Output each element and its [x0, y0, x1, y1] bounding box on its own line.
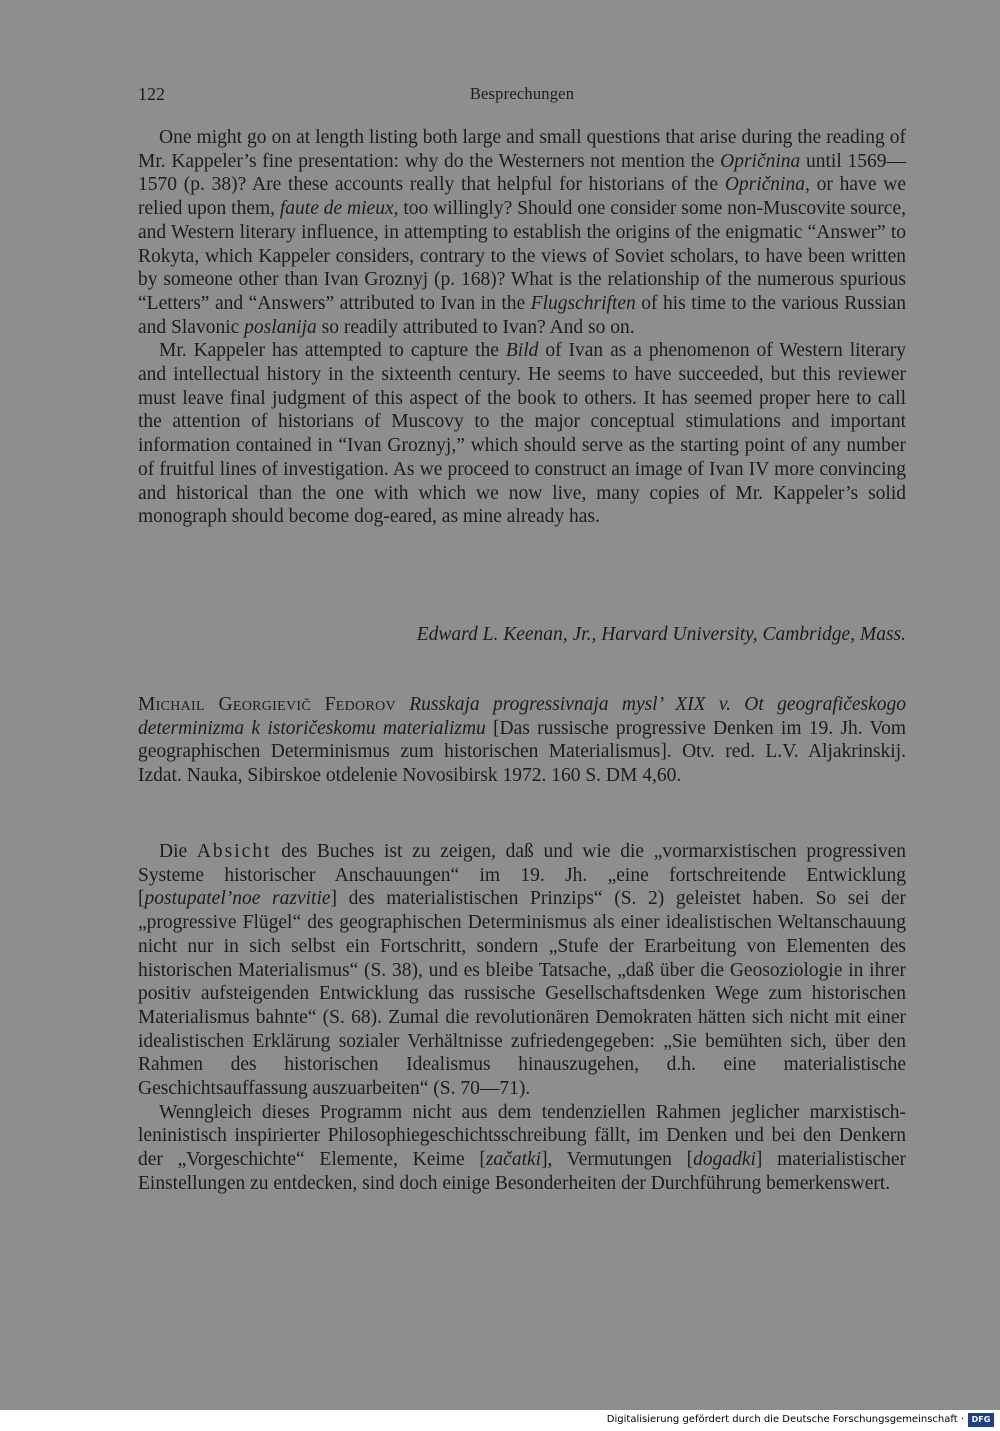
review-two-paragraph [138, 840, 906, 1101]
text-run: ], Vermutungen [ [541, 1149, 694, 1171]
text-run [396, 694, 409, 715]
page-number: 122 [138, 84, 165, 104]
text-run: so readily attributed to Ivan? And so on. [316, 316, 635, 338]
italic-text: poslanija [244, 316, 317, 338]
text-run: Wenngleich dieses Programm nicht aus dem tendenziellen Rahmen jeglicher marxistisch-leninistisch inspirierter Philosophiegeschichtsschreibung fällt, im Denken und bei den Denkern der „Vorgeschichte“ Elemente, Keime [ [138, 1101, 906, 1171]
running-head [138, 84, 906, 108]
italic-text: Bild [505, 340, 539, 362]
footer-note: Digitalisierung gefördert durch die Deutsche Forschungsgemeinschaft · [606, 1414, 964, 1425]
text-run: Die [159, 841, 197, 862]
italic-text: Opričnina [720, 150, 801, 172]
author-name: Michail Georgievič Fedorov [138, 694, 396, 715]
text-run: One might go on at length listing both large and small questions that arise during the reading of Mr. Kappeler’s fine presentation: why do the Westerners not mention the [138, 127, 906, 172]
italic-text: Flugschriften [530, 292, 636, 314]
text-run: des Buches ist zu zeigen, daß und wie die „vormarxistischen progressiven Systeme historischer Anschauungen“ im 19. Jh. „eine fortschreitende Entwicklung [ [138, 841, 907, 910]
text-run: , or have we relied upon them, [138, 174, 906, 220]
review-two-paragraph [138, 1101, 906, 1196]
review-two-body [138, 840, 906, 1196]
italic-text: postupatel’noe razvitie [144, 888, 331, 910]
text-run: until 1569—1570 (p. 38)? Are these accounts really that helpful for historians of the [138, 150, 906, 196]
spaced-emphasis: Absicht [196, 841, 272, 862]
review-one-paragraph [138, 126, 906, 339]
review-one-paragraph [138, 339, 906, 529]
text-run: Mr. Kappeler has attempted to capture the [159, 340, 506, 362]
section-title: Besprechungen [469, 84, 575, 103]
text-run: , too willingly? Should one consider some non-Muscovite source, and Western literary influence, in attempting to establish the origins of the enigmatic “Answer” to Rokyta, which Kappeler considers, contrary to the views of Soviet scholars, to have been written by someone other than Ivan Groznyj (p. 168)? What is the relationship of the numerous spurious “Letters” and “Answers” attributed to Ivan in the [138, 198, 906, 314]
text-run: ] materialistischer Einstellungen zu entdecken, sind doch einige Besonderheiten der Durchführung bemerkenswert. [138, 1149, 906, 1194]
italic-text: Opričnina [724, 174, 805, 196]
italic-text: začatki [485, 1149, 542, 1171]
footer-bar [0, 1410, 1000, 1431]
review-one-body [138, 126, 906, 529]
text-run: ] des materialistischen Prinzips“ (S. 2) geleistet haben. So sei der „progressive Flügel“ des geographischen Determinismus als einer idealistischen Weltanschauung nicht nur in sich selbst ein Fortschritt, sondern „Stufe der Erarbeitung von Elementen des historischen Materialismus“ (S. 38), und es bleibe Tatsache, „daß über die Geosoziologie in ihrer positiv aufsteigenden Entwicklung das russische Gesellschaftsdenken Wege zum historischen Materialismus bahnte“ (S. 68). Zumal die revolutionären Demokraten hätten sich nicht mit einer idealistischen Erklärung sozialer Verhältnisse zufriedengegeben: „Sie bemühten sich, über den Rahmen des historischen Idealismus hinauszugehen, d.h. eine materialistische Geschichtsauffassung auszuarbeiten“ (S. 70—71). [138, 888, 906, 1100]
dfg-logo: DFG [968, 1413, 994, 1427]
bibliography-entry [138, 693, 906, 788]
text-run: of his time to the various Russian and Slavonic [138, 292, 907, 338]
italic-text: Russkaja progressivnaja mysl’ XIX v. Ot geografičeskogo determinizma k istoričeskomu materializmu [138, 694, 906, 739]
italic-text: faute de mieux [279, 198, 394, 220]
text-run: [Das russische progressive Denken im 19. Jh. Vom geographischen Determinismus zum historischen Materialismus]. Otv. red. L.V. Aljakrinskij. Izdat. Nauka, Sibirskoe otdelenie Novosibirsk 1972. 160 S. DM 4,60. [138, 717, 906, 787]
text-run: of Ivan as a phenomenon of Western literary and intellectual history in the sixteenth century. He seems to have succeeded, but this reviewer must leave final judgment of this aspect of the book to others. It has seemed proper here to call the attention of historians of Muscovy to the major conceptual stimulations and important information contained in “Ivan Groznyj,” which should serve as the starting point of any number of fruitful lines of investigation. As we proceed to construct an image of Ivan IV more convincing and historical than the one with which we now live, many copies of Mr. Kappeler’s solid monograph should become dog-eared, as mine already has. [138, 340, 906, 528]
review-signature: Edward L. Keenan, Jr., Harvard University, Cambridge, Mass. [416, 624, 906, 645]
italic-text: dogadki [693, 1149, 756, 1171]
